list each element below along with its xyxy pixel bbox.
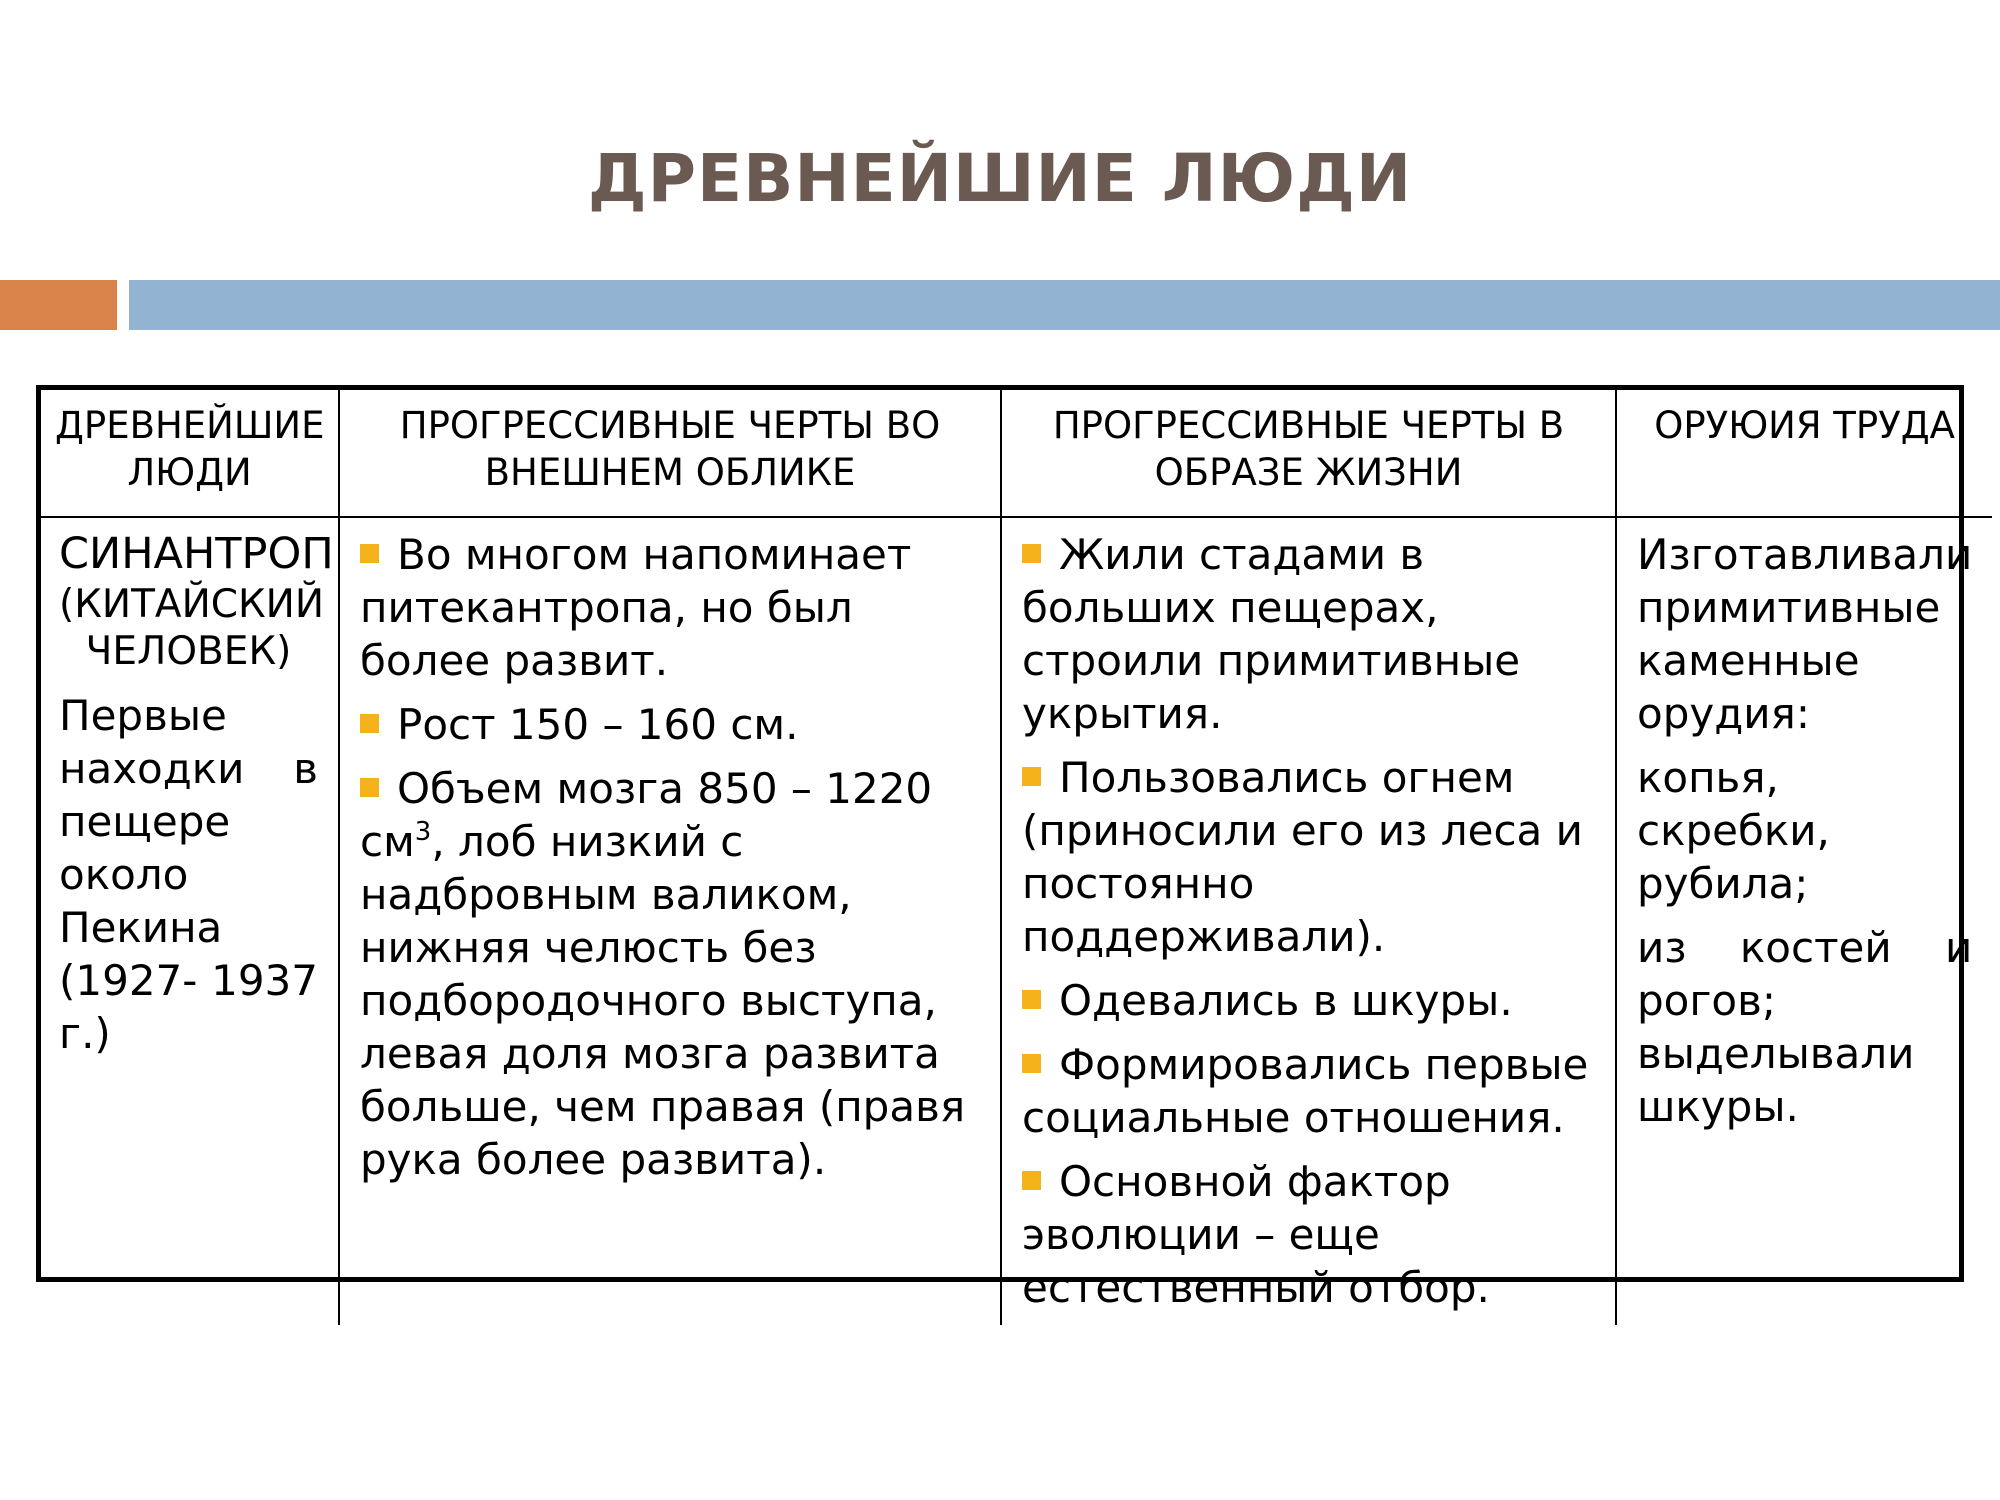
slide-title: ДРЕВНЕЙШИЕ ЛЮДИ xyxy=(587,140,1413,217)
accent-bar-blue xyxy=(129,280,2000,330)
list-item: Основной фактор эволюции – еще естественный отбор. xyxy=(1022,1157,1490,1312)
cell-lifestyle xyxy=(1002,518,1617,1325)
tools-paragraph: из костей и рогов; выделывали шкуры. xyxy=(1637,923,1973,1131)
list-item: Объем мозга 850 – 1220 $см^3$, лоб низкий с надбровным валиком, нижняя челюсть без подбородочного выступа, левая доля мозга развита больше, чем правая (правя рука более развита). xyxy=(360,764,966,1184)
cell-appearance xyxy=(340,518,1002,1325)
bullet-icon xyxy=(1022,544,1041,563)
species-name: СИНАНТРОП xyxy=(59,529,334,579)
finds-text: Первые находки в пещере около Пекина (1927- 1937 г.) xyxy=(59,691,318,1058)
cell-people xyxy=(41,518,340,1325)
bullet-icon xyxy=(360,714,379,733)
list-item: Во многом напоминает питекантропа, но был более развит. xyxy=(360,530,912,685)
species-subname: (КИТАЙСКИЙ ЧЕЛОВЕК) xyxy=(59,582,325,674)
cell-tools xyxy=(1617,518,1992,1325)
header-tools: ОРУЮИЯ ТРУДА xyxy=(1617,390,1992,518)
bullet-icon xyxy=(1022,990,1041,1009)
accent-bar-orange xyxy=(0,280,117,330)
bullet-icon xyxy=(360,778,379,797)
tools-paragraph: копья, скребки, рубила; xyxy=(1637,753,1830,908)
list-item: Рост 150 – 160 см. xyxy=(360,698,982,751)
bullet-icon xyxy=(360,544,379,563)
list-item: Пользовались огнем (приносили его из леса и постоянно поддерживали). xyxy=(1022,753,1583,961)
list-item: Одевались в шкуры. xyxy=(1022,974,1597,1027)
tools-paragraph: Изготавливали примитивные каменные орудия: xyxy=(1637,530,1973,738)
bullet-icon xyxy=(1022,1054,1041,1073)
header-appearance-traits: ПРОГРЕССИВНЫЕ ЧЕРТЫ ВО ВНЕШНЕМ ОБЛИКЕ xyxy=(340,390,1002,518)
bullet-icon xyxy=(1022,767,1041,786)
bullet-icon xyxy=(1022,1171,1041,1190)
header-ancient-people: ДРЕВНЕЙШИЕ ЛЮДИ xyxy=(41,390,340,518)
comparison-table xyxy=(36,385,1973,1312)
list-item: Жили стадами в больших пещерах, строили примитивные укрытия. xyxy=(1022,530,1521,738)
list-item: Формировались первые социальные отношения. xyxy=(1022,1040,1589,1142)
header-lifestyle-traits: ПРОГРЕССИВНЫЕ ЧЕРТЫ В ОБРАЗЕ ЖИЗНИ xyxy=(1002,390,1617,518)
